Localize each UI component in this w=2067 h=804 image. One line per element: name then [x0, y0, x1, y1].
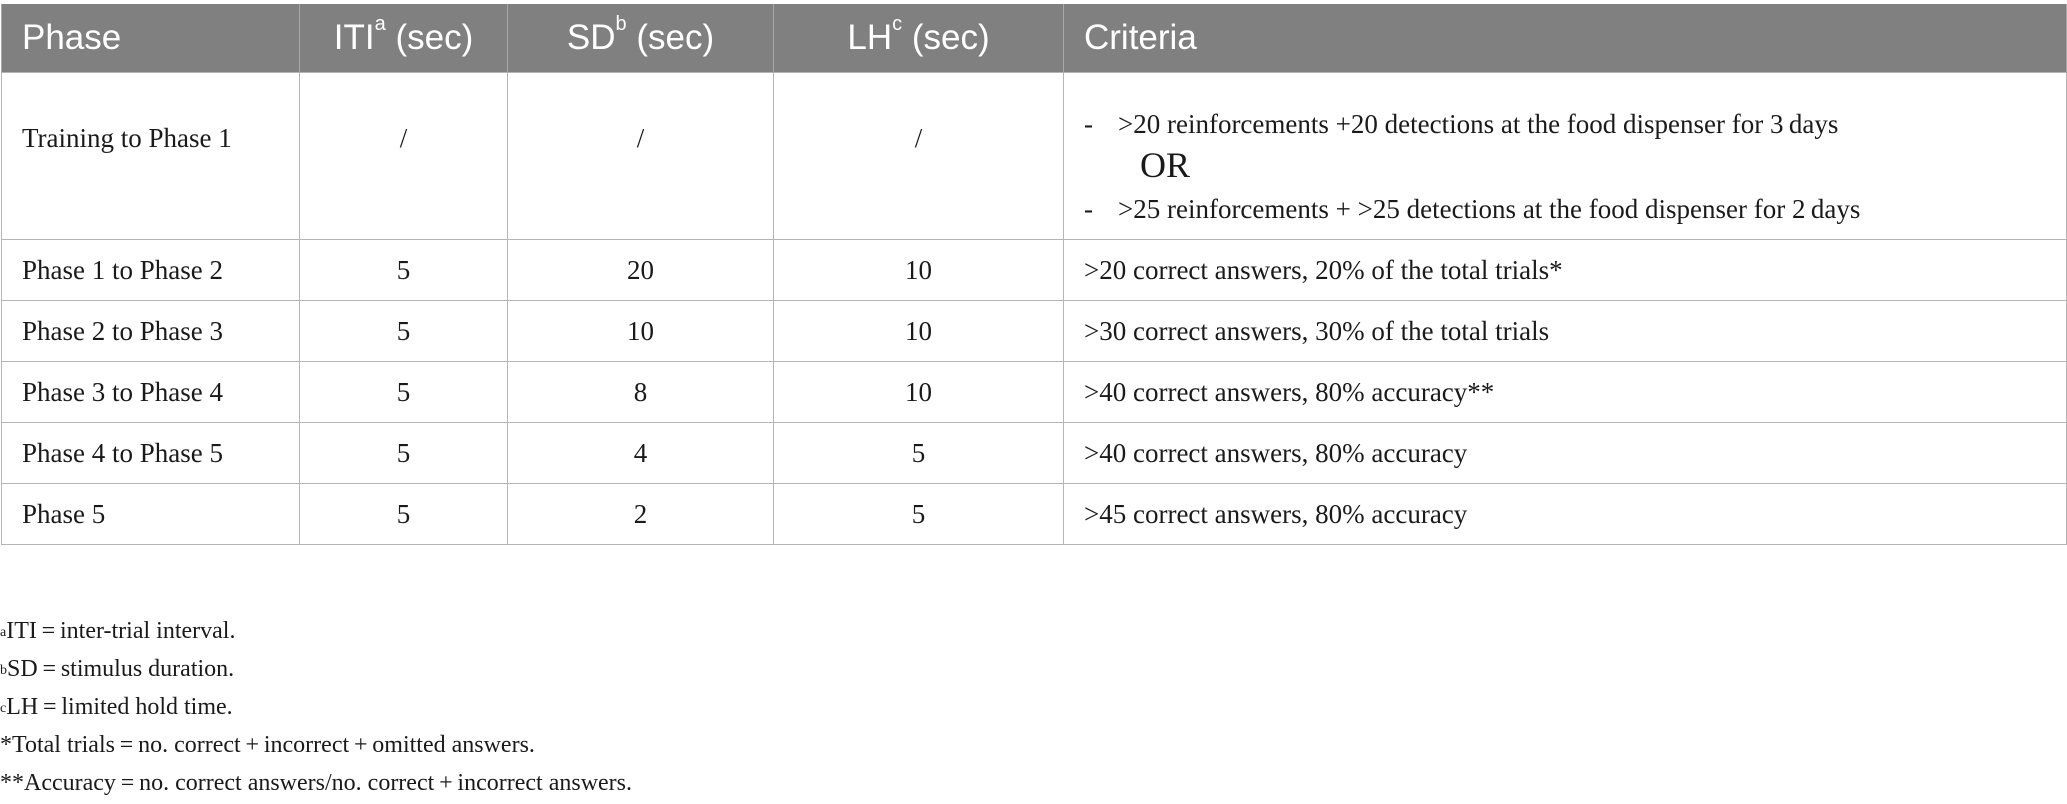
- cell-criteria: [1064, 73, 2067, 240]
- cell-phase: Phase 2 to Phase 3: [2, 301, 300, 362]
- cell-iti: 5: [300, 362, 508, 423]
- cell-iti: 5: [300, 240, 508, 301]
- table-row: [2, 301, 2067, 362]
- cell-criteria: >45 correct answers, 80% accuracy: [1064, 484, 2067, 545]
- criteria-option-2: [1084, 194, 2066, 225]
- cell-lh: 5: [774, 423, 1064, 484]
- cell-phase: Phase 4 to Phase 5: [2, 423, 300, 484]
- footnote-accuracy: **Accuracy = no. correct answers/no. correct + incorrect answers.: [0, 770, 633, 796]
- header-sd: $SD^b$ (sec): [508, 4, 774, 73]
- criteria-text: >25 reinforcements + >25 detections at the food dispenser for 2 days: [1118, 193, 1861, 224]
- table-footnotes: [0, 612, 632, 802]
- cell-sd: 2: [508, 484, 774, 545]
- criteria-or: OR: [1140, 145, 1191, 186]
- cell-phase: Training to Phase 1: [2, 73, 300, 240]
- cell-iti: 5: [300, 423, 508, 484]
- phase-criteria-table: [1, 4, 2067, 545]
- footnote-a: $^a$ITI = inter-trial interval.: [0, 618, 236, 644]
- table-row: [2, 423, 2067, 484]
- cell-phase: Phase 3 to Phase 4: [2, 362, 300, 423]
- list-dash: -: [1084, 109, 1093, 140]
- header-phase: Phase: [2, 4, 300, 73]
- table-row: [2, 73, 2067, 240]
- table-row: [2, 484, 2067, 545]
- cell-criteria: >30 correct answers, 30% of the total trials: [1064, 301, 2067, 362]
- cell-lh: /: [774, 73, 1064, 240]
- cell-lh: 10: [774, 362, 1064, 423]
- footnote-b: $^b$SD = stimulus duration.: [0, 656, 235, 682]
- header-iti: ITI$^a$ (sec): [300, 4, 508, 73]
- table-row: [2, 362, 2067, 423]
- cell-iti: 5: [300, 301, 508, 362]
- cell-lh: 10: [774, 240, 1064, 301]
- criteria-text: >20 reinforcements +20 detections at the food dispenser for 3 days: [1118, 109, 1839, 140]
- cell-phase: Phase 5: [2, 484, 300, 545]
- cell-phase: Phase 1 to Phase 2: [2, 240, 300, 301]
- list-dash: -: [1084, 193, 1093, 224]
- footnote-c: $^c$LH = limited hold time.: [0, 694, 233, 720]
- cell-criteria: >40 correct answers, 80% accuracy: [1064, 423, 2067, 484]
- cell-lh: 5: [774, 484, 1064, 545]
- cell-sd: 8: [508, 362, 774, 423]
- header-lh: $LH^c$ (sec): [774, 4, 1064, 73]
- cell-criteria: >20 correct answers, 20% of the total trials*: [1064, 240, 2067, 301]
- cell-sd: 20: [508, 240, 774, 301]
- cell-sd: /: [508, 73, 774, 240]
- cell-lh: 10: [774, 301, 1064, 362]
- cell-iti: /: [300, 73, 508, 240]
- footnote-total-trials: *Total trials = no. correct + incorrect + omitted answers.: [0, 732, 535, 758]
- cell-iti: 5: [300, 484, 508, 545]
- cell-sd: 4: [508, 423, 774, 484]
- cell-sd: 10: [508, 301, 774, 362]
- phase-criteria-table-container: [1, 4, 2066, 545]
- criteria-option-1: [1084, 109, 2066, 140]
- table-row: [2, 240, 2067, 301]
- cell-criteria: >40 correct answers, 80% accuracy**: [1064, 362, 2067, 423]
- header-criteria: Criteria: [1064, 4, 2067, 73]
- header-row: [2, 4, 2067, 73]
